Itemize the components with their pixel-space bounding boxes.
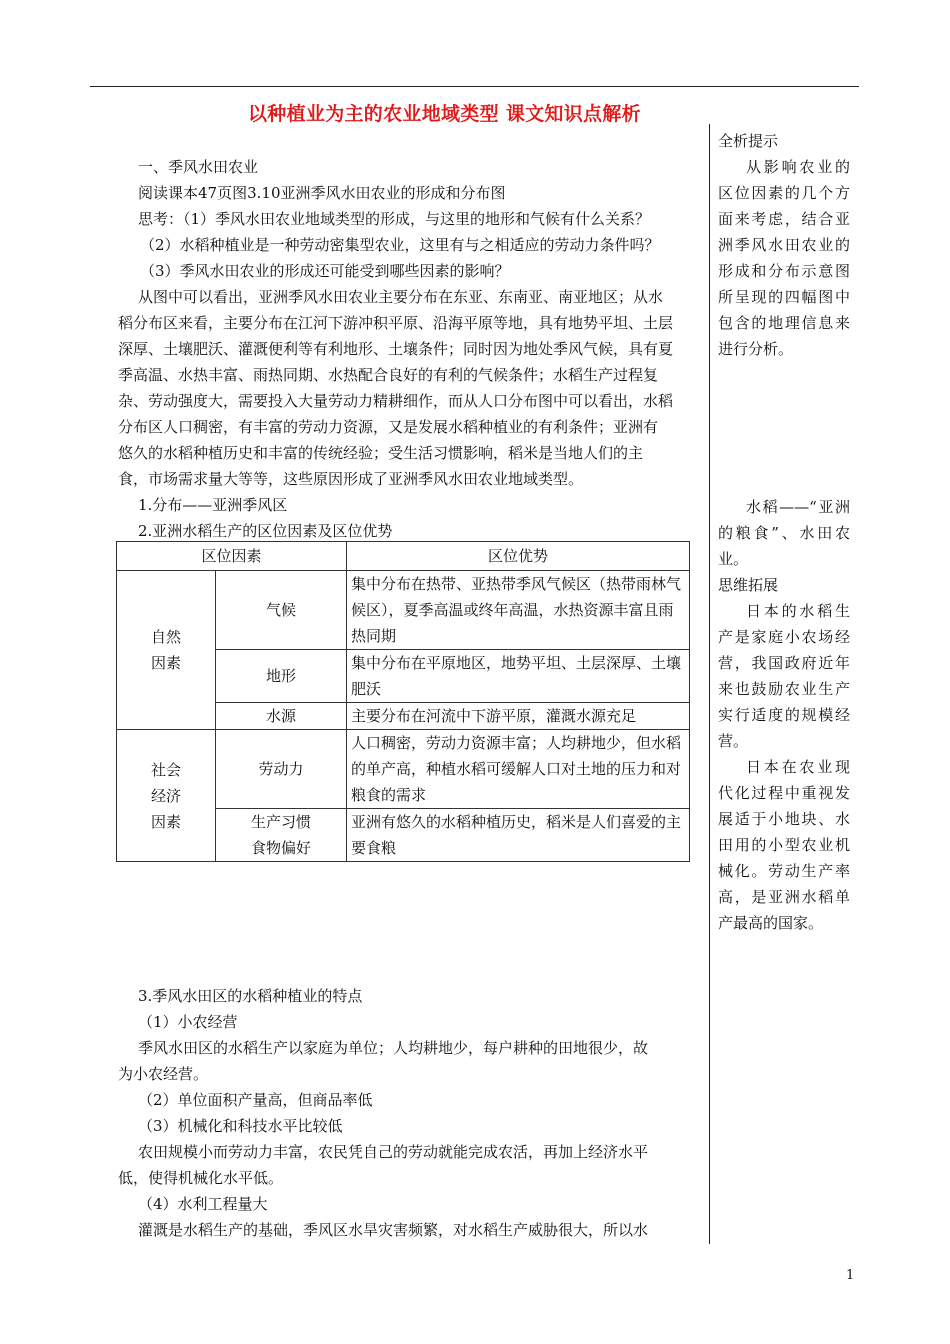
expand-title: 思维拓展	[718, 576, 779, 594]
sidebar-spacer	[718, 362, 850, 494]
feature-1-text-cont: 为小农经营。	[118, 1065, 209, 1083]
social-factors-label: 社会 经济 因素	[150, 760, 181, 831]
expand-note-2: 日本在农业现代化过程中重视发展适于小地块、水田用的小型农业机械化。劳动生产率高，是亚洲水稻单产最高的国家。	[718, 758, 850, 932]
location-factors-table	[116, 541, 690, 862]
feature-3-text: 农田规模小而劳动力丰富，农民凭自己的劳动就能完成农活，再加上经济水平	[138, 1143, 649, 1161]
question-3: （3）季风水田农业的形成还可能受到哪些因素的影响？	[140, 262, 510, 280]
paragraph-line: 食，市场需求量大等等，这些原因形成了亚洲季风水田农业地域类型。	[118, 470, 584, 488]
section-heading: 一、季风水田农业	[138, 158, 259, 176]
analysis-paragraph	[118, 284, 704, 492]
advantage-cell: 集中分布在平原地区，地势平坦、土层深厚、土壤肥沃	[347, 650, 690, 703]
advantage-cell: 集中分布在热带、亚热带季风气候区（热带雨林气候区），夏季高温或终年高温，水热资源丰富且雨热同期	[347, 571, 690, 650]
feature-2-heading: （2）单位面积产量高，但商品率低	[138, 1091, 373, 1109]
reading-instruction: 阅读课本47页图3.10亚洲季风水田农业的形成和分布图	[138, 184, 506, 202]
top-rule	[90, 86, 859, 87]
section-3-heading: 3.季风水田区的水稻种植业的特点	[138, 987, 363, 1005]
paragraph-line: 深厚、土壤肥沃、灌溉便利等有利地形、土壤条件；同时因为地处季风气候，具有夏	[118, 340, 674, 358]
table-row	[117, 571, 690, 650]
feature-3-text-cont: 低，使得机械化水平低。	[118, 1169, 284, 1187]
paragraph-line: 季高温、水热丰富、雨热同期、水热配合良好的有利的气候条件；水稻生产过程复	[118, 366, 659, 384]
feature-3-heading: （3）机械化和科技水平比较低	[138, 1117, 343, 1135]
paragraph-line: 从图中可以看出，亚洲季风水田农业主要分布在东亚、东南亚、南亚地区；从水	[138, 288, 664, 306]
natural-factors-label: 自然 因素	[150, 628, 181, 672]
sidebar-notes	[718, 128, 850, 936]
question-2: （2）水稻种植业是一种劳动密集型农业，这里有与之相适应的劳动力条件吗？	[140, 236, 660, 254]
table-header-factor: 区位因素	[117, 542, 347, 571]
page-number: 1	[846, 1268, 855, 1283]
advantage-cell: 人口稠密，劳动力资源丰富；人均耕地少，但水稻的单产高，种植水稻可缓解人口对土地的压力和对粮食的需求	[347, 730, 690, 809]
feature-1-heading: （1）小农经营	[138, 1013, 238, 1031]
feature-4-text: 灌溉是水稻生产的基础，季风区水旱灾害频繁，对水稻生产威胁很大，所以水	[138, 1221, 649, 1239]
factor-cell: 生产习惯 食物偏好	[216, 809, 347, 862]
page-title: 以种植业为主的农业地域类型 课文知识点解析	[248, 103, 641, 125]
sidebar-divider	[709, 124, 710, 1244]
tip-title: 全析提示	[718, 132, 779, 150]
table-header-advantage: 区位优势	[347, 542, 690, 571]
feature-4-heading: （4）水利工程量大	[138, 1195, 268, 1213]
factor-cell: 水源	[216, 703, 347, 730]
advantage-cell: 主要分布在河流中下游平原，灌溉水源充足	[347, 703, 690, 730]
table-header-row	[117, 542, 690, 571]
tip-text: 从影响农业的区位因素的几个方面来考虑，结合亚洲季风水田农业的形成和分布示意图所呈现的四幅图中包含的地理信息来进行分析。	[718, 158, 850, 358]
expand-note-1: 日本的水稻生产是家庭小农场经营，我国政府近年来也鼓励农业生产实行适度的规模经营。	[718, 602, 850, 750]
feature-1-text: 季风水田区的水稻生产以家庭为单位；人均耕地少，每户耕种的田地很少，故	[138, 1039, 649, 1057]
factor-cell: 地形	[216, 650, 347, 703]
factor-cell: 气候	[216, 571, 347, 650]
natural-factors-cell	[117, 571, 216, 730]
question-1: 思考：（1）季风水田农业地域类型的形成，与这里的地形和气候有什么关系？	[138, 210, 651, 228]
rice-note: 水稻——“亚洲的粮食”、水田农业。	[718, 498, 850, 568]
paragraph-line: 悠久的水稻种植历史和丰富的传统经验；受生活习惯影响，稻米是当地人们的主	[118, 444, 644, 462]
item-distribution: 1.分布——亚洲季风区	[138, 496, 288, 514]
paragraph-line: 杂、劳动强度大，需要投入大量劳动力精耕细作，而从人口分布图中可以看出，水稻	[118, 392, 674, 410]
factor-cell: 劳动力	[216, 730, 347, 809]
item-factors: 2.亚洲水稻生产的区位因素及区位优势	[138, 522, 393, 540]
section-3	[118, 983, 704, 1243]
paragraph-line: 分布区人口稠密，有丰富的劳动力资源，又是发展水稻种植业的有利条件；亚洲有	[118, 418, 659, 436]
main-content	[118, 154, 704, 544]
table-row	[117, 730, 690, 809]
social-factors-cell	[117, 730, 216, 862]
advantage-cell: 亚洲有悠久的水稻种植历史，稻米是人们喜爱的主要食粮	[347, 809, 690, 862]
paragraph-line: 稻分布区来看，主要分布在江河下游冲积平原、沿海平原等地，具有地势平坦、土层	[118, 314, 674, 332]
